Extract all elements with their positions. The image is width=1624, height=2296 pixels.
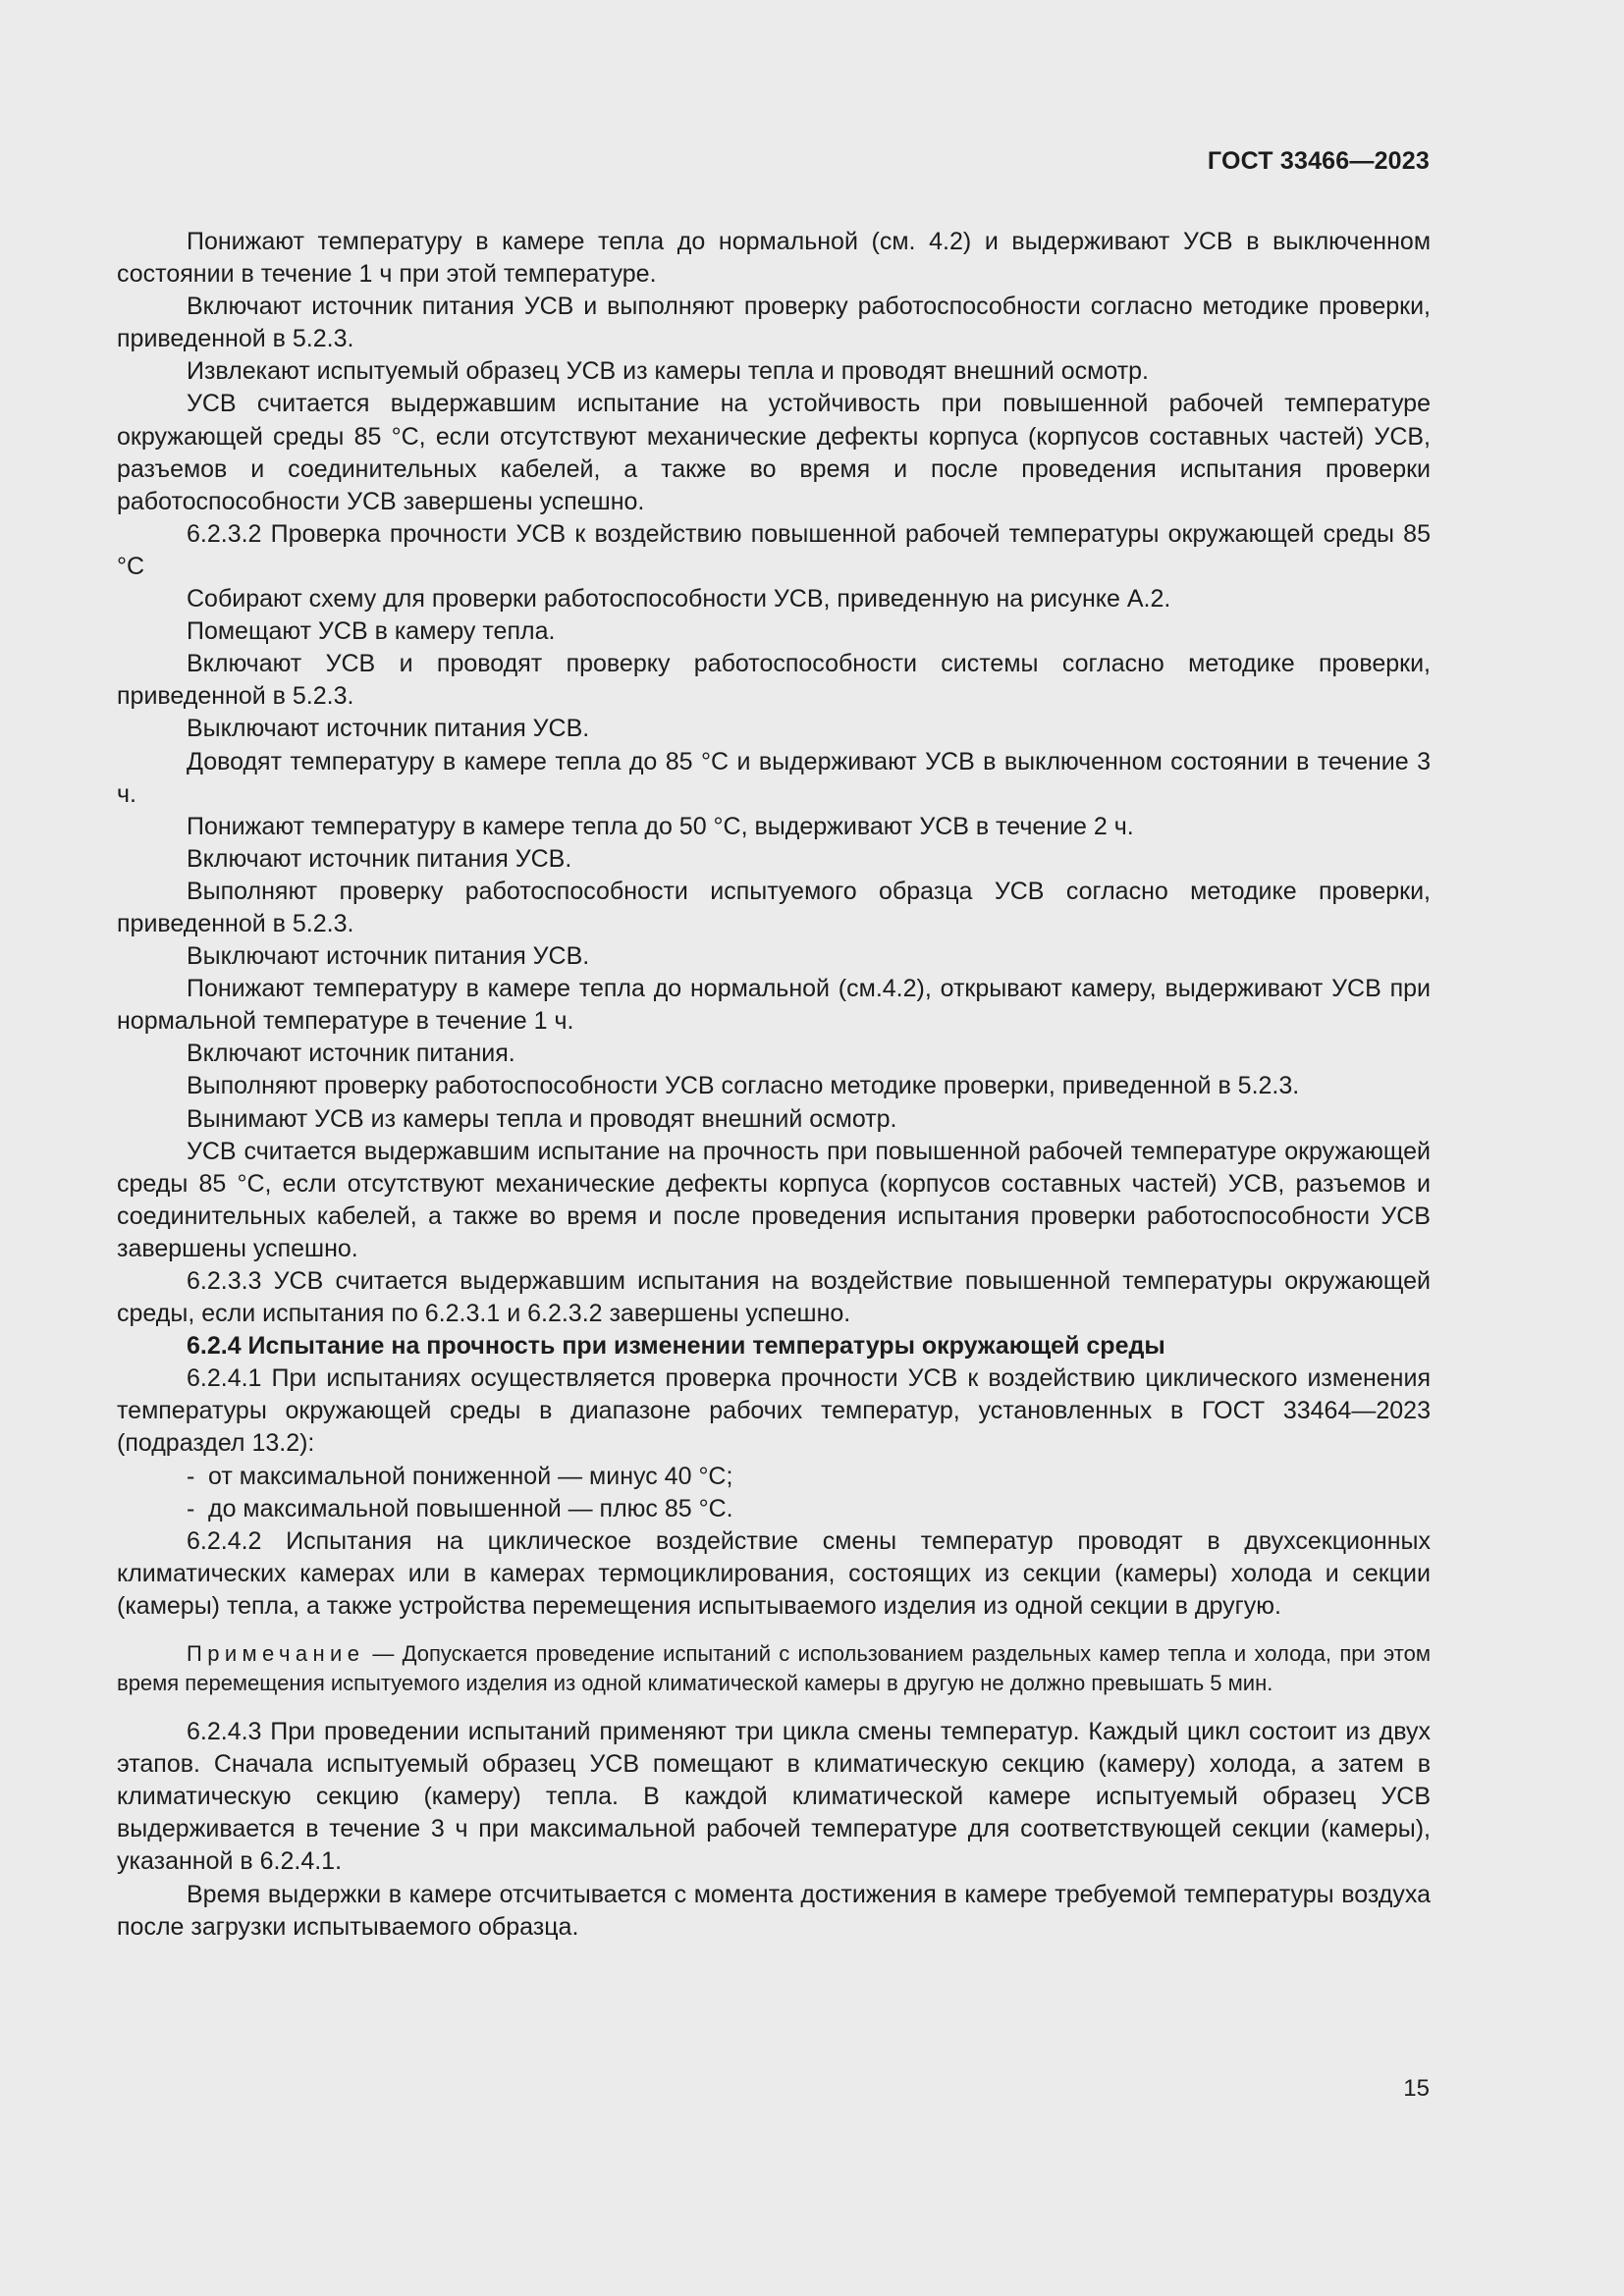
list-item-text: до максимальной повышенной — плюс 85 °С. (208, 1494, 733, 1522)
paragraph: УСВ считается выдержавшим испытание на устойчивость при повышенной рабочей температуре окружающей среды 85 °С, если отсутствуют механические дефекты корпуса (корпусов составных частей) УСВ, разъемов и соединительных кабелей, а также во время и после проведения испытания проверки работоспособности УСВ завершены успешно. (117, 390, 1431, 515)
paragraph: Понижают температуру в камере тепла до нормальной (см. 4.2) и выдерживают УСВ в выключенном состоянии в течение 1 ч при этой температуре. (117, 228, 1431, 289)
standard-header: ГОСТ 33466—2023 (1207, 147, 1430, 175)
note-label: Примечание (187, 1641, 365, 1667)
paragraph: Понижают температуру в камере тепла до 50 °С, выдерживают УСВ в течение 2 ч. (187, 812, 1134, 840)
note-text: — Допускается проведение испытаний с использованием раздельных камер тепла и холода, при этом время перемещения испытуемого изделия из одной климатической камеры в другую не должно превышать 5 мин. (117, 1641, 1431, 1696)
note (117, 1639, 1431, 1698)
page-number: 15 (1403, 2075, 1430, 2102)
paragraph: 6.2.4.1 При испытаниях осуществляется проверка прочности УСВ к воздействию циклического изменения температуры окружающей среды в диапазоне рабочих температур, установленных в ГОСТ 33464—2023 (подраздел 13.2): (117, 1364, 1431, 1458)
paragraph: Извлекают испытуемый образец УСВ из камеры тепла и проводят внешний осмотр. (187, 357, 1149, 386)
paragraph: Доводят температуру в камере тепла до 85 °С и выдерживают УСВ в выключенном состоянии в течение 3 ч. (117, 747, 1431, 808)
paragraph: Понижают температуру в камере тепла до нормальной (см.4.2), открывают камеру, выдерживают УСВ при нормальной температуре в течение 1 ч. (117, 975, 1431, 1036)
paragraph: Время выдержки в камере отсчитывается с момента достижения в камере требуемой температуры воздуха после загрузки испытываемого образца. (117, 1880, 1431, 1941)
paragraph: Выключают источник питания УСВ. (187, 942, 590, 971)
section-title: 6.2.4 Испытание на прочность при изменении температуры окружающей среды (187, 1332, 1165, 1361)
paragraph: 6.2.3.3 УСВ считается выдержавшим испытания на воздействие повышенной температуры окружающей среды, если испытания по 6.2.3.1 и 6.2.3.2 завершены успешно. (117, 1267, 1431, 1328)
paragraph: Выполняют проверку работоспособности испытуемого образца УСВ согласно методике проверки, приведенной в 5.2.3. (117, 877, 1431, 937)
document-body (117, 226, 1431, 1944)
paragraph: Включают источник питания. (187, 1040, 515, 1068)
paragraph: Собирают схему для проверки работоспособности УСВ, приведенную на рисунке А.2. (187, 585, 1171, 614)
paragraph: Включают источник питания УСВ. (187, 844, 572, 873)
paragraph: Выполняют проверку работоспособности УСВ согласно методике проверки, приведенной в 5.2.3. (187, 1072, 1300, 1100)
clause-heading: 6.2.3.2 Проверка прочности УСВ к воздействию повышенной рабочей температуры окружающей среды 85 °С (117, 519, 1431, 580)
list-item-text: от максимальной пониженной — минус 40 °С; (208, 1462, 733, 1490)
list-bullet: - (187, 1494, 195, 1522)
paragraph: Выключают источник питания УСВ. (187, 715, 590, 743)
paragraph: Вынимают УСВ из камеры тепла и проводят внешний осмотр. (187, 1104, 897, 1133)
paragraph: 6.2.4.3 При проведении испытаний применяют три цикла смены температур. Каждый цикл состоит из двух этапов. Сначала испытуемый образец УСВ помещают в климатическую секцию (камеру) холода, а затем в климатическую секцию (камеру) тепла. В каждой климатической камере испытуемый образец УСВ выдерживается в течение 3 ч при максимальной рабочей температуре для соответствующей секции (камеры), указанной в 6.2.4.1. (117, 1718, 1431, 1876)
list-bullet: - (187, 1462, 195, 1490)
paragraph: Включают УСВ и проводят проверку работоспособности системы согласно методике проверки, приведенной в 5.2.3. (117, 650, 1431, 711)
list-item (117, 1461, 1431, 1493)
paragraph: Включают источник питания УСВ и выполняют проверку работоспособности согласно методике проверки, приведенной в 5.2.3. (117, 293, 1431, 353)
paragraph: Помещают УСВ в камеру тепла. (187, 617, 556, 646)
paragraph: УСВ считается выдержавшим испытание на прочность при повышенной рабочей температуре окружающей среды 85 °С, если отсутствуют механические дефекты корпуса (корпусов составных частей) УСВ, разъемов и соединительных кабелей, а также во время и после проведения испытания проверки работоспособности УСВ завершены успешно. (117, 1137, 1431, 1262)
paragraph: 6.2.4.2 Испытания на циклическое воздействие смены температур проводят в двухсекционных климатических камерах или в камерах термоциклирования, состоящих из секции (камеры) холода и секции (камеры) тепла, а также устройства перемещения испытываемого изделия из одной секции в другую. (117, 1526, 1431, 1620)
list-item (117, 1493, 1431, 1525)
